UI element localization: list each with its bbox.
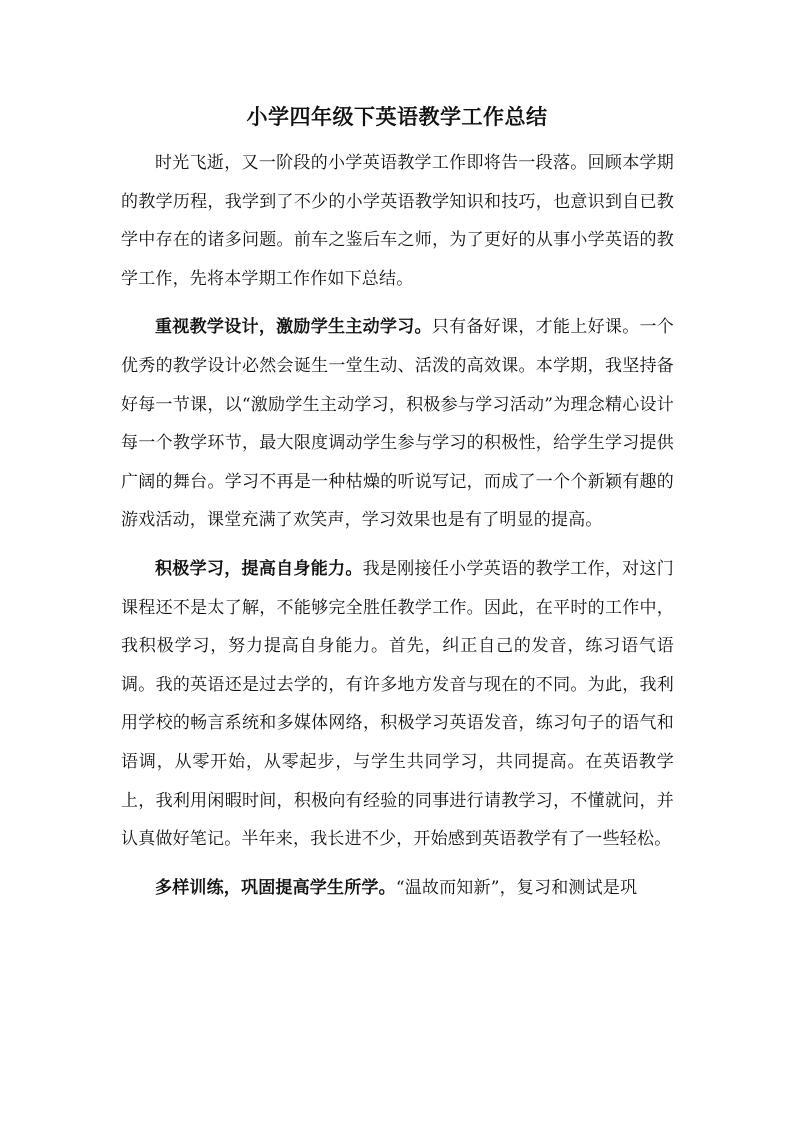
paragraph-teaching-design — [121, 308, 674, 540]
paragraph-lead: 多样训练，巩固提高学生所学。 — [155, 877, 396, 898]
document-title: 小学四年级下英语教学工作总结 — [246, 104, 548, 129]
paragraph-varied-training — [121, 869, 674, 908]
document-body — [121, 144, 674, 907]
paragraph-text: “温故而知新”，复习和测试是巩 — [395, 877, 638, 898]
paragraph-text: 只有备好课，才能上好课。一个优秀的教学设计必然会诞生一堂生动、活泼的高效课。本学期，我坚持备好每一节课，以“激励学生主动学习，积极参与学习活动”为理念精心设计每一个教学环节，最大限度调动学生参与学习的积极性，给学生学习提供广阔的舞台。学习不再是一种枯燥的听说写记，而成了一个个新颖有趣的游戏活动，课堂充满了欢笑声，学习效果也是有了明显的提高。 — [121, 317, 674, 531]
paragraph-text: 时光飞逝，又一阶段的小学英语教学工作即将告一段落。回顾本学期的教学历程，我学到了不少的小学英语教学知识和技巧，也意识到自已教学中存在的诸多问题。前车之鉴后车之师，为了更好的从事小学英语的教学工作，先将本学期工作作如下总结。 — [121, 153, 674, 289]
paragraph-lead: 积极学习，提高自身能力。 — [155, 558, 363, 579]
paragraph-lead: 重视教学设计，激励学生主动学习。 — [155, 317, 432, 338]
paragraph-text: 我是刚接任小学英语的教学工作，对这门课程还不是太了解，不能够完全胜任教学工作。因此，在平时的工作中，我积极学习，努力提高自身能力。首先，纠正自己的发音，练习语气语调。我的英语还是过去学的，有许多地方发音与现在的不同。为此，我利用学校的畅言系统和多媒体网络，积极学习英语发音，练习句子的语气和语调，从零开始，从零起步，与学生共同学习，共同提高。在英语教学上，我利用闲暇时间，积极向有经验的同事进行请教学习，不懂就问，并认真做好笔记。半年来，我长进不少，开始感到英语教学有了一些轻松。 — [121, 558, 674, 850]
paragraph-intro — [121, 144, 674, 298]
paragraph-self-improvement — [121, 550, 674, 859]
